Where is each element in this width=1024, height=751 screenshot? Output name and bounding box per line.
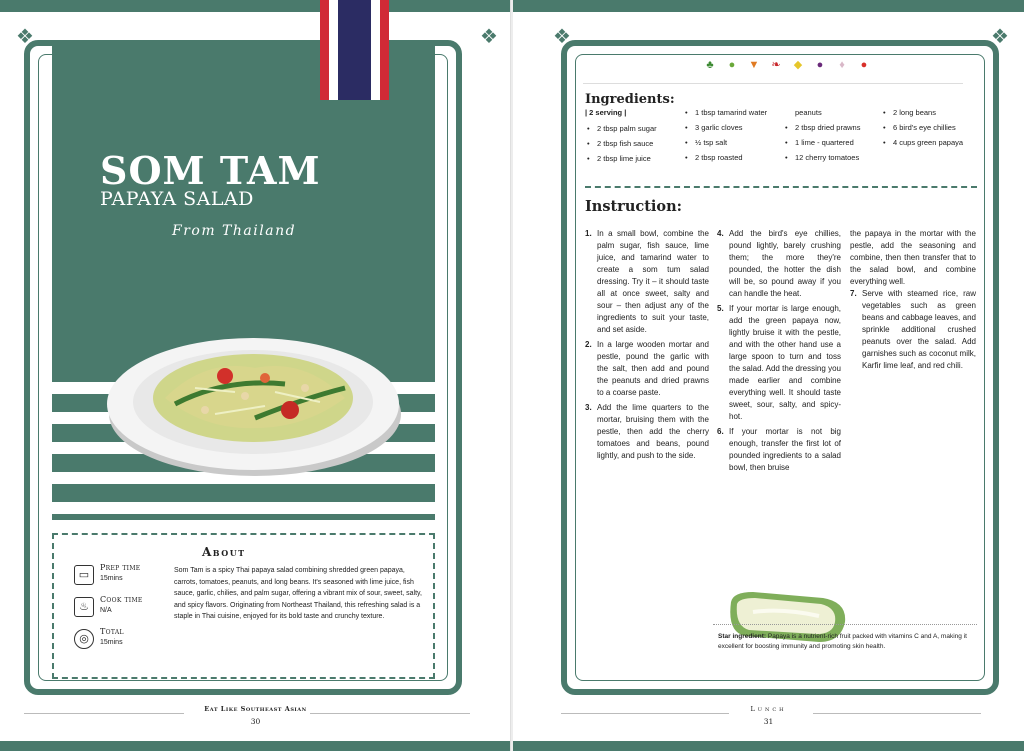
top-bar bbox=[0, 0, 511, 12]
instruction-step-cont: the papaya in the mortar with the pestle, add the seasoning and combine, then then transfer that to the salad bowl, and combine everything well. bbox=[850, 229, 976, 286]
recipe-origin: From Thailand bbox=[172, 223, 297, 239]
right-footer bbox=[513, 705, 1024, 726]
ornament-icon: ❖ bbox=[991, 26, 1009, 48]
ingredients-heading: Ingredients: bbox=[585, 92, 675, 107]
page-number: 30 bbox=[250, 717, 261, 726]
ingredient-item: • ½ tsp salt bbox=[685, 137, 781, 148]
plate-icon: ◎ bbox=[74, 629, 94, 649]
ingredient-item: • 1 lime - quartered bbox=[785, 137, 885, 148]
ornament-icon: ❖ bbox=[16, 26, 34, 48]
garlic-icon: ♦ bbox=[839, 59, 845, 71]
eggplant-icon: ● bbox=[816, 59, 824, 71]
ingredients-col-4 bbox=[883, 107, 983, 152]
ingredient-item: • 2 tbsp dried prawns bbox=[785, 122, 885, 133]
top-bar bbox=[513, 0, 1024, 12]
left-footer bbox=[0, 705, 511, 726]
page-number: 31 bbox=[763, 717, 774, 726]
thai-flag-ribbon bbox=[320, 0, 389, 100]
instruction-step: 5. If your mortar is large enough, add the green papaya now, lightly bruise it with the pestle, and with the other hand use a large spoon to turn and toss the salad. Add the dressing you made earlier and combine everything well. It should taste sweet, sour, salty, and spicy-hot. bbox=[717, 304, 841, 421]
carrot-icon: ▼ bbox=[748, 59, 760, 71]
instruction-step: 1. In a small bowl, combine the palm sugar, fish sauce, lime juice, and tamarind water to create a som tum salad dressing. Try it – it should taste all at once sweet, salty and sour – then adjust any of the ingredients to suit your taste, and set aside. bbox=[585, 229, 709, 334]
recipe-subtitle: PAPAYA SALAD bbox=[100, 188, 254, 210]
ingredient-item: • 1 tbsp tamarind water bbox=[685, 107, 781, 118]
recipe-title: SOM TAM bbox=[100, 148, 321, 193]
ingredient-item: • 2 tbsp lime juice bbox=[587, 153, 679, 164]
ingredient-item: • 12 cherry tomatoes bbox=[785, 152, 885, 163]
ingredients-col-1 bbox=[587, 123, 679, 168]
ingredient-item: • 2 long beans bbox=[883, 107, 983, 118]
dashed-divider bbox=[585, 186, 977, 188]
serving-size: | 2 serving | bbox=[585, 108, 627, 117]
star-ingredient-note: Star ingredient: Papaya is a nutrient-rich fruit packed with vitamins C and A, making it excellent for boosting immunity and promoting skin health. bbox=[718, 633, 967, 650]
about-text: Som Tam is a spicy Thai papaya salad combining shredded green papaya, carrots, tomatoes, peanuts, and long beans. It's seasoned with lime juice, fish sauce, garlic, chilies, and palm sugar, offering a vibrant mix of sour, sweet, salty, and spicy flavors. Originating from Northeast Thailand, this refreshing salad is a staple in Thai cuisine, enjoyed for its bold taste and crunchy texture. bbox=[174, 567, 422, 620]
star-divider bbox=[713, 624, 977, 625]
instruction-col-2 bbox=[717, 228, 841, 477]
about-heading: About bbox=[202, 545, 246, 559]
instruction-step: 7. Serve with steamed rice, raw vegetables such as green beans and cabbage leaves, and sprinkle additional crushed peanuts over the salad. Add garnishes such as coconut milk, Karfir lime leaf, and red chili. bbox=[850, 289, 976, 370]
cabbage-icon: ● bbox=[728, 59, 736, 71]
instruction-step: 3. Add the lime quarters to the mortar, bruising them with the pestle, then add the cherry tomatoes and beans, pound lightly, and push to the side. bbox=[585, 403, 709, 460]
corn-icon: ◆ bbox=[793, 59, 803, 71]
broccoli-icon: ♣ bbox=[706, 59, 714, 71]
ingredient-item: • 2 tbsp roasted bbox=[685, 152, 781, 163]
instruction-step: 6. If your mortar is not big enough, transfer the first lot of pounded ingredients to a salad bowl, then bruise bbox=[717, 427, 841, 472]
ingredients-col-3 bbox=[785, 107, 885, 167]
vegetable-icons bbox=[703, 58, 871, 72]
total-time-stat: ◎ Total 15mins bbox=[74, 627, 174, 655]
instruction-heading: Instruction: bbox=[585, 198, 682, 215]
book-title-footer: Eat Like Southeast Asian bbox=[204, 705, 307, 713]
about-panel bbox=[52, 533, 435, 679]
left-page bbox=[0, 0, 511, 751]
ingredient-item: • 6 bird's eye chillies bbox=[883, 122, 983, 133]
header-divider bbox=[583, 83, 963, 84]
instruction-step: 2. In a large wooden mortar and pestle, pound the garlic with the salt, then add and pound the peanuts and dried prawns to a coarse paste. bbox=[585, 340, 709, 397]
ingredient-item: • 2 tbsp palm sugar bbox=[587, 123, 679, 134]
instruction-step: 4. Add the bird's eye chillies, pound lightly, barely crushing them; the more they're pounded, the hotter the dish will be, so pound away if you can handle the heat. bbox=[717, 229, 841, 298]
ingredient-item: • 3 garlic cloves bbox=[685, 122, 781, 133]
bottom-bar bbox=[0, 741, 511, 751]
salad-plate-image bbox=[105, 318, 401, 478]
cook-time-stat: ♨ Cook time N/A bbox=[74, 595, 174, 623]
chopping-board-icon: ▭ bbox=[74, 565, 94, 585]
ornament-icon: ❖ bbox=[480, 26, 498, 48]
bottom-bar bbox=[513, 741, 1024, 751]
cooking-pot-icon: ♨ bbox=[74, 597, 94, 617]
prep-time-stat: ▭ Prep time 15mins bbox=[74, 563, 174, 591]
section-footer: Lunch bbox=[750, 705, 787, 713]
instruction-col-1 bbox=[585, 228, 709, 465]
ornament-icon: ❖ bbox=[553, 26, 571, 48]
tomato-icon: ● bbox=[860, 59, 868, 71]
right-page bbox=[513, 0, 1024, 751]
ingredient-item: • 2 tbsp fish sauce bbox=[587, 138, 679, 149]
chili-icon: ❧ bbox=[771, 59, 781, 71]
ingredient-item-cont: peanuts bbox=[795, 108, 822, 117]
instruction-col-3 bbox=[850, 228, 976, 375]
ingredient-item: • 4 cups green papaya bbox=[883, 137, 983, 148]
ingredients-col-2 bbox=[685, 107, 781, 167]
